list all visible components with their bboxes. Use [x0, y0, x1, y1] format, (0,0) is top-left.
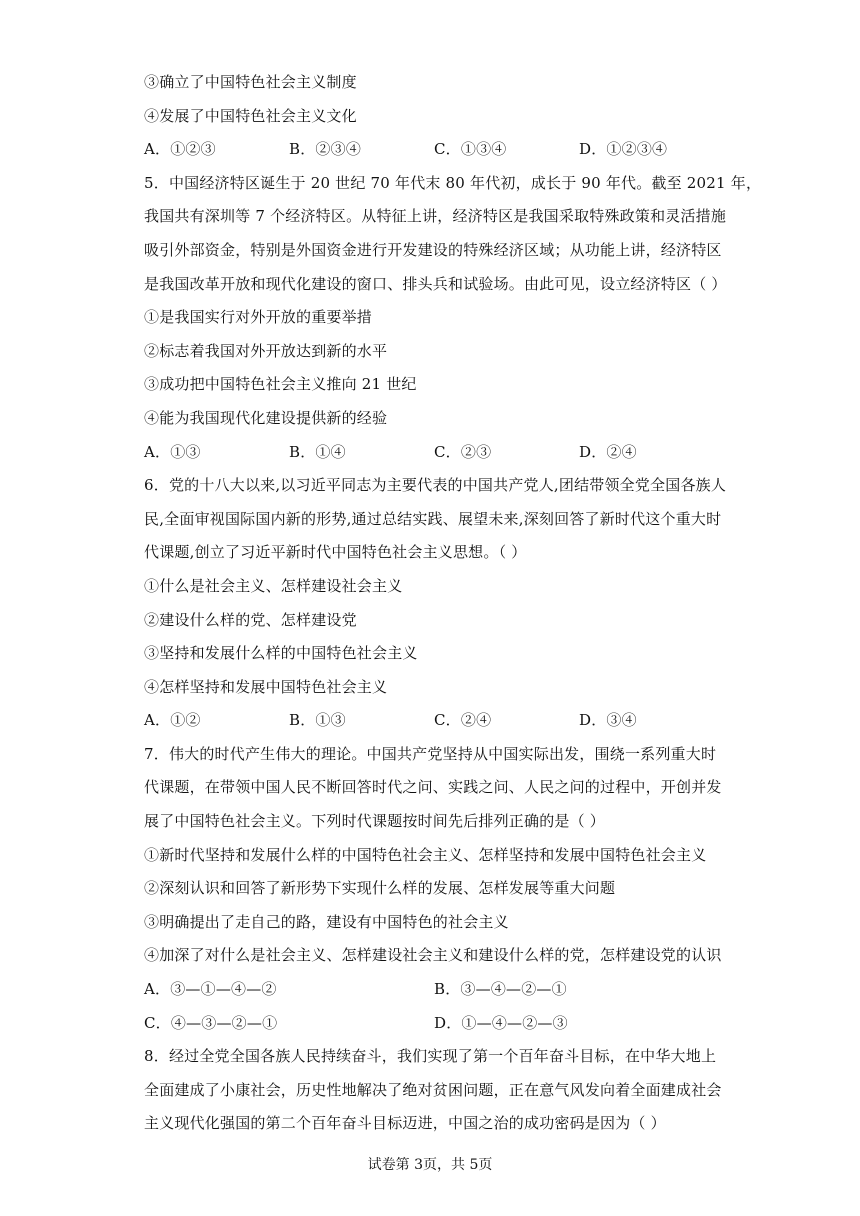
question-7-stem: 代课题，在带领中国人民不断回答时代之问、实践之问、人民之问的过程中，开创并发	[144, 778, 722, 797]
question-8-stem: 全面建成了小康社会，历史性地解决了绝对贫困问题，正在意气风发向着全面建成社会	[144, 1080, 722, 1099]
statement-item: ④能为我国现代化建设提供新的经验	[144, 408, 388, 427]
question-7-stem: 展了中国特色社会主义。下列时代课题按时间先后排列正确的是（ ）	[144, 812, 605, 831]
statement-item: ④发展了中国特色社会主义文化	[144, 106, 357, 125]
question-6-stem: 代课题,创立了习近平新时代中国特色社会主义思想。（ ）	[144, 543, 527, 562]
option-b: B．①③	[289, 711, 346, 730]
option-d: D．①②③④	[579, 140, 668, 159]
option-c: C．②④	[434, 711, 492, 730]
statement-item: ④加深了对什么是社会主义、怎样建设社会主义和建设什么样的党，怎样建设党的认识	[144, 946, 722, 965]
option-a: A．①②	[144, 711, 201, 730]
option-c: C．②③	[434, 442, 492, 461]
question-5-stem: 我国共有深圳等 7 个经济特区。从特征上讲，经济特区是我国采取特殊政策和灵活措施	[144, 207, 727, 226]
answer-options	[144, 436, 724, 470]
option-a: A．①③	[144, 442, 201, 461]
option-c: C．①③④	[434, 140, 507, 159]
question-5-stem: 是我国改革开放和现代化建设的窗口、排头兵和试验场。由此可见，设立经济特区（ ）	[144, 274, 727, 293]
question-8-stem: 8．经过全党全国各族人民持续奋斗，我们实现了第一个百年奋斗目标，在中华大地上	[144, 1047, 717, 1066]
statement-item: ③确立了中国特色社会主义制度	[144, 73, 357, 91]
answer-options	[144, 1007, 724, 1041]
statement-item: ③坚持和发展什么样的中国特色社会主义	[144, 644, 418, 663]
option-b: B．②③④	[289, 140, 362, 159]
answer-options	[144, 133, 724, 167]
statement-item: ①新时代坚持和发展什么样的中国特色社会主义、怎样坚持和发展中国特色社会主义	[144, 845, 707, 864]
option-d: D．③④	[579, 711, 637, 730]
statement-item: ①是我国实行对外开放的重要举措	[144, 308, 373, 327]
page-content	[144, 66, 762, 1141]
statement-item: ②标志着我国对外开放达到新的水平	[144, 341, 388, 360]
option-d: D．②④	[579, 442, 637, 461]
option-a: A．①②③	[144, 140, 216, 159]
statement-item: ②建设什么样的党、怎样建设党	[144, 610, 357, 629]
question-6-stem: 民,全面审视国际国内新的形势,通过总结实践、展望未来,深刻回答了新时代这个重大时	[144, 509, 722, 528]
statement-item: ①什么是社会主义、怎样建设社会主义	[144, 576, 403, 595]
option-b: B．③—④—②—①	[434, 980, 567, 999]
question-5-stem: 吸引外部资金，特别是外国资金进行开发建设的特殊经济区域；从功能上讲，经济特区	[144, 240, 722, 259]
question-8-stem: 主义现代化强国的第二个百年奋斗目标迈进，中国之治的成功密码是因为（ ）	[144, 1114, 666, 1133]
question-7-stem: 7．伟大的时代产生伟大的理论。中国共产党坚持从中国实际出发，围绕一系列重大时	[144, 744, 717, 763]
option-b: B．①④	[289, 442, 346, 461]
question-6-stem: 6．党的十八大以来,以习近平同志为主要代表的中国共产党人,团结带领全党全国各族人	[144, 476, 727, 495]
option-c: C．④—③—②—①	[144, 1013, 278, 1032]
statement-item: ③明确提出了走自己的路，建设有中国特色的社会主义	[144, 912, 509, 931]
option-a: A．③—①—④—②	[144, 980, 277, 999]
option-d: D．①—④—②—③	[434, 1013, 568, 1032]
statement-item: ④怎样坚持和发展中国特色社会主义	[144, 677, 388, 696]
answer-options	[144, 973, 724, 1007]
statement-item: ③成功把中国特色社会主义推向 21 世纪	[144, 375, 417, 394]
answer-options	[144, 704, 724, 738]
statement-item: ②深刻认识和回答了新形势下实现什么样的发展、怎样发展等重大问题	[144, 879, 616, 898]
question-5-stem: 5．中国经济特区诞生于 20 世纪 70 年代末 80 年代初，成长于 90 年代。截至 2021 年，	[144, 173, 762, 192]
page-footer: 试卷第 3页，共 5页	[367, 1157, 493, 1173]
